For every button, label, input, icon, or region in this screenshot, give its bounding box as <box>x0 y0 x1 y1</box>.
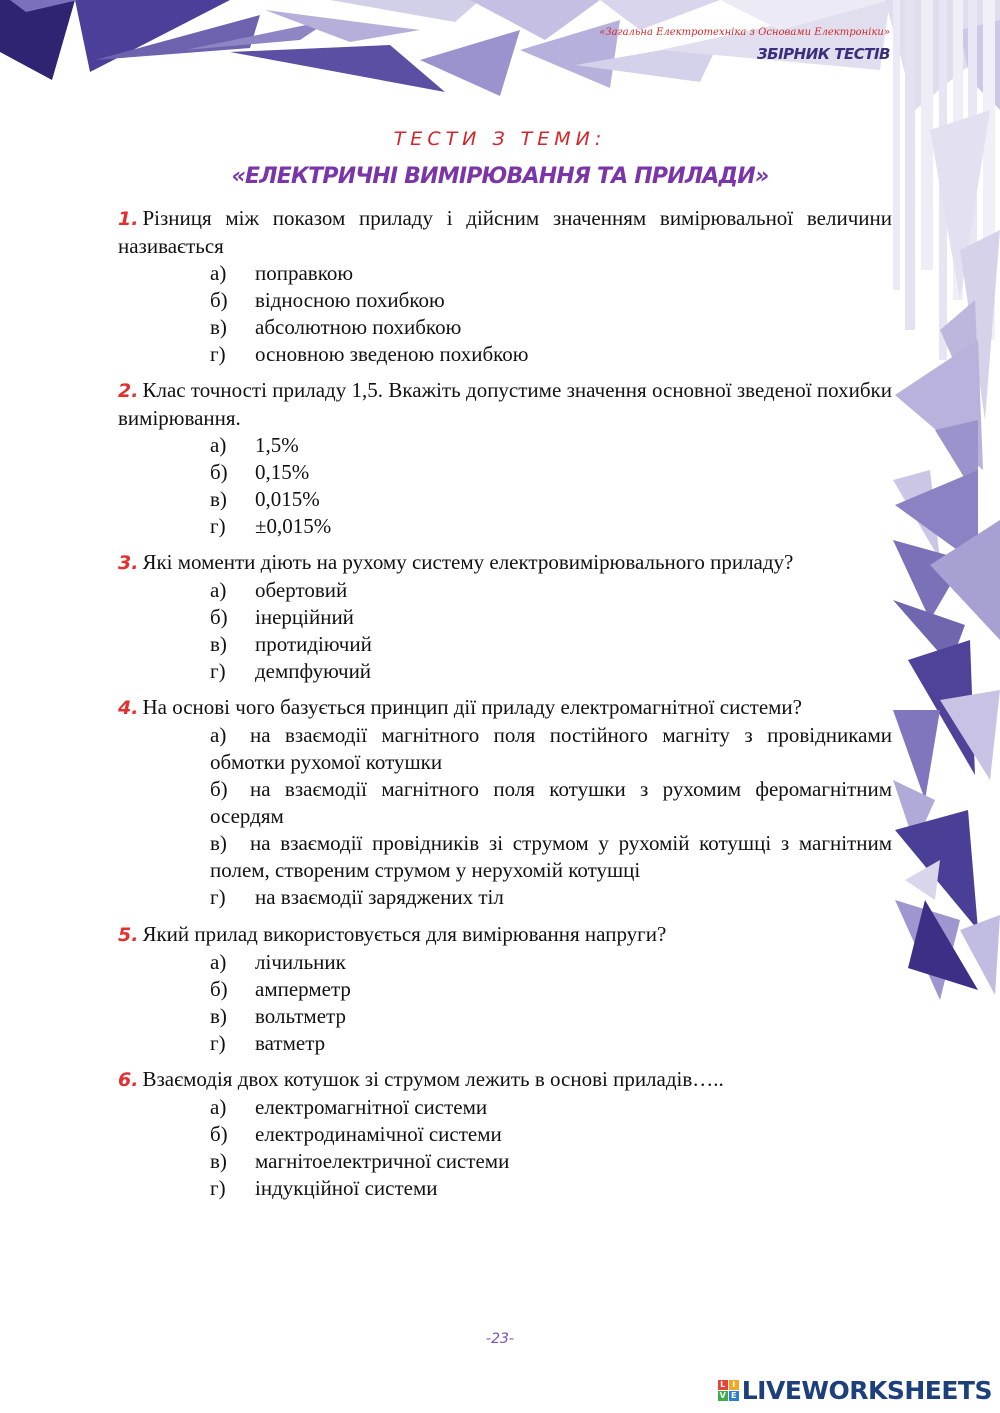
answer-option[interactable] <box>210 1148 892 1175</box>
answer-letter: б) <box>210 977 228 1001</box>
answer-text: ватметр <box>255 1031 326 1055</box>
answer-text: інерційний <box>255 605 354 629</box>
answer-option[interactable] <box>210 722 892 776</box>
question-text: 5. Який прилад використовується для вимірювання напруги? <box>118 922 667 946</box>
answer-letter: г) <box>210 1031 226 1055</box>
answer-text: електромагнітної системи <box>255 1095 488 1119</box>
answer-option[interactable] <box>210 1121 892 1148</box>
answer-text: електродинамічної системи <box>255 1122 502 1146</box>
answer-text: 0,015% <box>255 487 320 511</box>
answer-option[interactable] <box>210 459 892 486</box>
answer-letter: а) <box>210 1095 227 1119</box>
answer-letter: в) <box>210 632 227 656</box>
answer-option[interactable] <box>210 314 892 341</box>
question-2 <box>118 377 892 540</box>
question-3 <box>118 549 892 685</box>
answer-option[interactable] <box>210 1094 892 1121</box>
answer-letter: г) <box>210 514 226 538</box>
header-subtitle: «Загальна Електротехніка з Основами Електроніки» <box>599 27 890 38</box>
answer-option[interactable] <box>210 432 892 459</box>
answer-text: лічильник <box>255 950 346 974</box>
answer-text: на взаємодії магнітного поля котушки з рухомим феромагнітним осердям <box>210 777 892 828</box>
answer-text: демпфуючий <box>255 659 372 683</box>
answer-text: амперметр <box>255 977 351 1001</box>
answer-option[interactable] <box>210 287 892 314</box>
answer-option[interactable] <box>210 260 892 287</box>
answer-option[interactable] <box>210 658 892 685</box>
answer-letter: б) <box>210 605 228 629</box>
decor-shard <box>940 690 1000 780</box>
answer-option[interactable] <box>210 976 892 1003</box>
question-6 <box>118 1066 892 1202</box>
decor-shard <box>0 0 75 80</box>
answer-option[interactable] <box>210 1003 892 1030</box>
header-title: ЗБІРНИК ТЕСТІВ <box>757 45 890 63</box>
question-number: 1. <box>118 208 139 230</box>
answer-text: 1,5% <box>255 433 299 457</box>
answer-option[interactable] <box>210 949 892 976</box>
decor-shard <box>230 45 445 92</box>
answer-letter: а) <box>210 261 227 285</box>
answer-option[interactable] <box>210 513 892 540</box>
answer-letter: а) <box>210 578 227 602</box>
liveworksheets-wordmark: LIVEWORKSHEETS <box>741 1376 992 1405</box>
answer-letter: а) <box>210 723 227 747</box>
page-number: -23- <box>486 1331 514 1347</box>
answer-option[interactable] <box>210 1030 892 1057</box>
answer-option[interactable] <box>210 486 892 513</box>
answer-letter: а) <box>210 950 227 974</box>
answer-option[interactable] <box>210 341 892 368</box>
answer-text: 0,15% <box>255 460 310 484</box>
question-number: 3. <box>118 552 139 574</box>
answer-text: протидіючий <box>255 632 372 656</box>
answer-text: ±0,015% <box>255 514 332 538</box>
answer-letter: б) <box>210 460 228 484</box>
question-number: 5. <box>118 924 139 946</box>
answer-option[interactable] <box>210 604 892 631</box>
answer-text: магнітоелектричної системи <box>255 1149 510 1173</box>
answer-letter: б) <box>210 777 228 801</box>
answer-letter: в) <box>210 487 227 511</box>
answer-letter: в) <box>210 1149 227 1173</box>
question-number: 2. <box>118 380 139 402</box>
answer-text: на взаємодії магнітного поля постійного магніту з провідниками обмотки рухомої котушки <box>210 723 892 774</box>
decor-shard <box>330 0 480 22</box>
answer-option[interactable] <box>210 1175 892 1202</box>
question-text: 3. Які моменти діють на рухому систему електровимірювального приладу? <box>118 550 794 574</box>
liveworksheets-brand[interactable] <box>718 1376 992 1405</box>
answer-text: вольтметр <box>255 1004 346 1028</box>
answer-text: на взаємодії провідників зі струмом у рухомій котушці з магнітним полем, створеним струмом у нерухомій котушці <box>210 831 892 882</box>
page-title-line1: ТЕСТИ З ТЕМИ: <box>393 128 607 150</box>
question-text: 6. Взаємодія двох котушок зі струмом лежить в основі приладів….. <box>118 1067 724 1091</box>
answer-option[interactable] <box>210 577 892 604</box>
answer-option[interactable] <box>210 631 892 658</box>
decor-shard <box>905 860 940 900</box>
answer-text: основною зведеною похибкою <box>255 342 529 366</box>
question-text: 2. Клас точності приладу 1,5. Вкажіть допустиме значення основної зведеної похибки вимірювання. <box>118 378 892 430</box>
question-1 <box>118 205 892 368</box>
answer-text: обертовий <box>255 578 348 602</box>
question-text: 4. На основі чого базується принцип дії приладу електромагнітної системи? <box>118 695 802 719</box>
answer-letter: г) <box>210 342 226 366</box>
answer-text: індукційної системи <box>255 1176 438 1200</box>
answer-letter: в) <box>210 1004 227 1028</box>
answer-letter: б) <box>210 1122 228 1146</box>
answer-text: абсолютною похибкою <box>255 315 462 339</box>
page-title-line2: «ЕЛЕКТРИЧНІ ВИМІРЮВАННЯ ТА ПРИЛАДИ» <box>231 164 769 189</box>
question-4 <box>118 694 892 911</box>
answer-letter: г) <box>210 659 226 683</box>
liveworksheets-logo-icon: L I V E <box>718 1380 739 1401</box>
answer-option[interactable] <box>210 776 892 830</box>
answer-letter: в) <box>210 831 227 855</box>
answer-letter: а) <box>210 433 227 457</box>
answer-text: на взаємодії заряджених тіл <box>255 885 504 909</box>
question-number: 4. <box>118 697 139 719</box>
answer-text: відносною похибкою <box>255 288 445 312</box>
answer-text: поправкою <box>255 261 354 285</box>
answer-letter: б) <box>210 288 228 312</box>
question-text: 1. Різниця між показом приладу і дійсним значенням вимірювальної величини називається <box>118 206 892 258</box>
answer-letter: г) <box>210 885 226 909</box>
answer-option[interactable] <box>210 830 892 884</box>
answer-letter: в) <box>210 315 227 339</box>
answer-letter: г) <box>210 1176 226 1200</box>
question-5 <box>118 921 892 1057</box>
answer-option[interactable] <box>210 884 892 911</box>
question-number: 6. <box>118 1069 139 1091</box>
